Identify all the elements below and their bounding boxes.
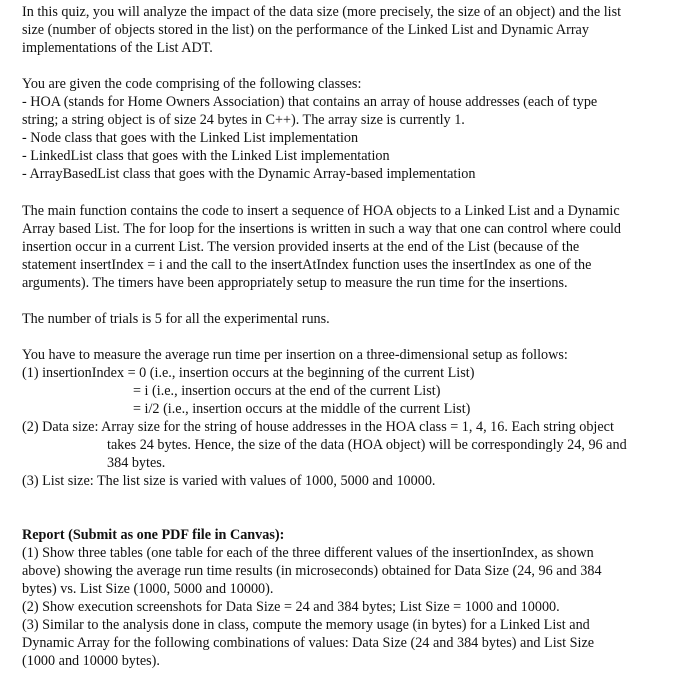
classes-item-arraybasedlist: - ArrayBasedList class that goes with the Dynamic Array-based implementation (22, 166, 476, 182)
classes-item-hoa-line-2: string; a string object is of size 24 bytes in C++). The array size is currently 1. (22, 112, 465, 128)
trials-text: The number of trials is 5 for all the experimental runs. (22, 311, 330, 327)
setup-item-1-line-1: (1) insertionIndex = 0 (i.e., insertion occurs at the beginning of the current List) (22, 365, 475, 381)
main-line-3: insertion occur in a current List. The version provided inserts at the end of the List (because of the (22, 239, 580, 255)
classes-item-node: - Node class that goes with the Linked List implementation (22, 130, 359, 146)
setup-item-2-line-1: (2) Data size: Array size for the string of house addresses in the HOA class = 1, 4, 16. Each string object (22, 419, 614, 435)
classes-item-linkedlist: - LinkedList class that goes with the Linked List implementation (22, 148, 390, 164)
classes-heading: You are given the code comprising of the following classes: (22, 76, 362, 92)
report-heading (22, 527, 284, 545)
intro-line-2: size (number of objects stored in the list) on the performance of the Linked List and Dynamic Array (22, 22, 589, 38)
setup-heading: You have to measure the average run time per insertion on a three-dimensional setup as follows: (22, 347, 568, 363)
report-item-1-line-3: bytes) vs. List Size (1000, 5000 and 10000). (22, 581, 274, 597)
report-heading-text: Report (Submit as one PDF file in Canvas): (22, 527, 285, 543)
report-item-1-line-1: (1) Show three tables (one table for each of the three different values of the insertionIndex, as shown (22, 545, 594, 561)
report-item-2: (2) Show execution screenshots for Data Size = 24 and 384 bytes; List Size = 1000 and 10000. (22, 599, 560, 615)
intro-line-1: In this quiz, you will analyze the impact of the data size (more precisely, the size of an object) and the list (22, 4, 622, 20)
main-line-2: Array based List. The for loop for the insertions is written in such a way that one can control where could (22, 221, 621, 237)
report-item-1-line-2: above) showing the average run time results (in microseconds) obtained for Data Size (24, 96 and 384 (22, 563, 602, 579)
setup-item-1-line-2: = i (i.e., insertion occurs at the end of the current List) (133, 383, 441, 399)
setup-item-2-line-3: 384 bytes. (107, 455, 166, 471)
report-item-3-line-3: (1000 and 10000 bytes). (22, 653, 160, 669)
setup-item-2-line-2: takes 24 bytes. Hence, the size of the data (HOA object) will be correspondingly 24, 96 and (107, 437, 627, 453)
intro-line-3: implementations of the List ADT. (22, 40, 213, 56)
main-line-4: statement insertIndex = i and the call to the insertAtIndex function uses the insertIndex as one of the (22, 257, 592, 273)
setup-item-3: (3) List size: The list size is varied with values of 1000, 5000 and 10000. (22, 473, 436, 489)
classes-item-hoa-line-1: - HOA (stands for Home Owners Association) that contains an array of house addresses (each of type (22, 94, 598, 110)
main-line-5: arguments). The timers have been appropriately setup to measure the run time for the insertions. (22, 275, 568, 291)
main-line-1: The main function contains the code to insert a sequence of HOA objects to a Linked List and a Dynamic (22, 203, 620, 219)
setup-item-1-line-3: = i/2 (i.e., insertion occurs at the middle of the current List) (133, 401, 471, 417)
report-item-3-line-2: Dynamic Array for the following combinations of values: Data Size (24 and 384 bytes) and List Size (22, 635, 595, 651)
report-item-3-line-1: (3) Similar to the analysis done in class, compute the memory usage (in bytes) for a Linked List and (22, 617, 590, 633)
